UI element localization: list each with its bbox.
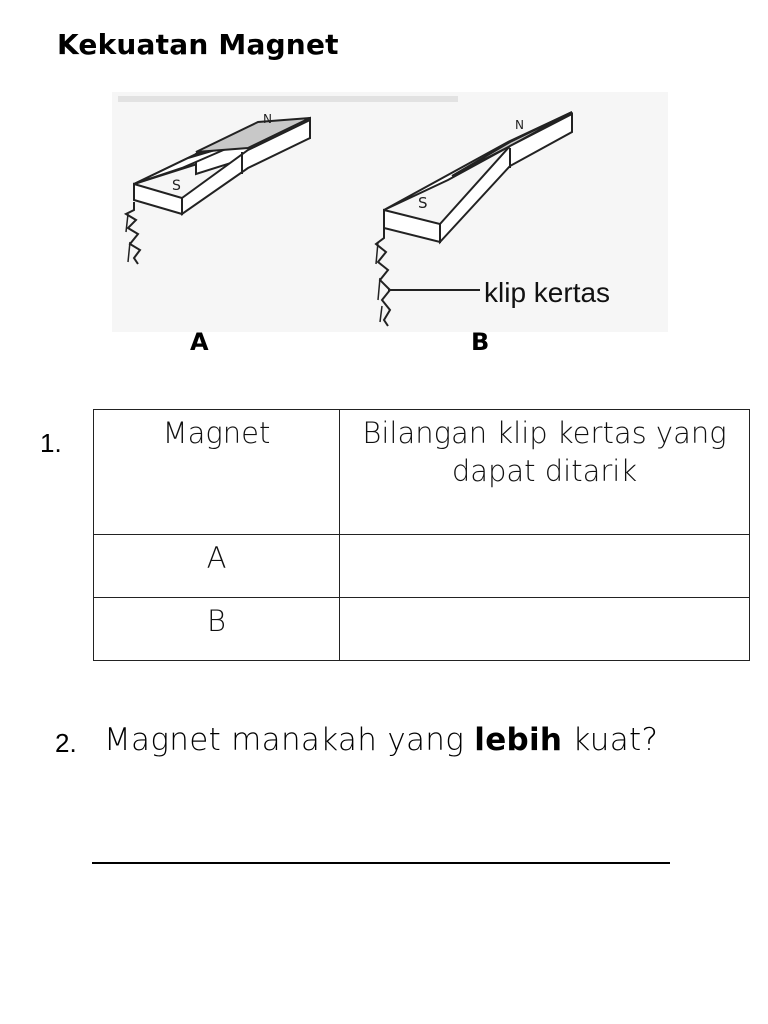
- row-count-b[interactable]: [340, 598, 750, 661]
- figure-label-b: B: [471, 328, 490, 356]
- question-2-text-start: Magnet manakah yang: [104, 722, 475, 758]
- header-clip-count: Bilangan klip kertas yang dapat ditarik: [340, 410, 750, 535]
- results-table: [93, 409, 750, 661]
- page-title: Kekuatan Magnet: [57, 28, 339, 61]
- question-2-text: [104, 722, 658, 758]
- figure-label-a: A: [190, 328, 209, 356]
- pole-s-b: S: [418, 194, 428, 212]
- question-2-text-bold: lebih: [474, 722, 563, 758]
- question-2-number: 2.: [55, 728, 77, 758]
- question-1-number: 1.: [40, 428, 62, 458]
- pole-n-a: N: [263, 111, 272, 125]
- table-header-row: [94, 410, 750, 535]
- row-magnet-b: B: [94, 598, 340, 661]
- magnet-figure: [112, 92, 668, 332]
- paper-clip-label: klip kertas: [484, 277, 611, 308]
- table-row: [94, 535, 750, 598]
- row-count-a[interactable]: [340, 535, 750, 598]
- header-magnet: Magnet: [94, 410, 340, 535]
- row-magnet-a: A: [94, 535, 340, 598]
- pole-s-a: S: [172, 178, 181, 194]
- table-row: [94, 598, 750, 661]
- question-2-text-end: kuat?: [562, 722, 659, 758]
- answer-line[interactable]: [92, 862, 670, 864]
- pole-n-b: N: [515, 117, 524, 131]
